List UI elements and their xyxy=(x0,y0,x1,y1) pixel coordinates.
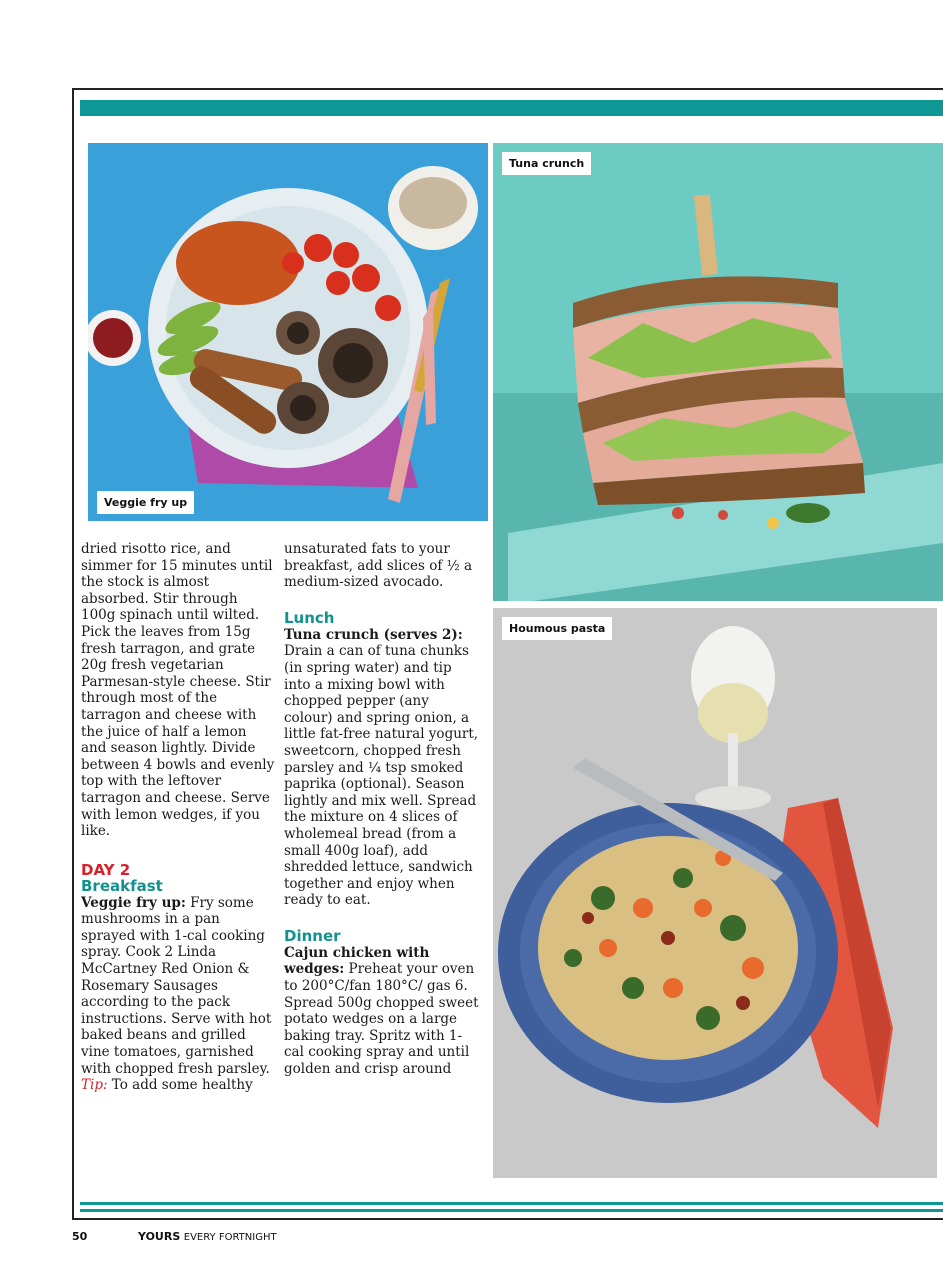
houmous-pasta-photo xyxy=(493,608,937,1178)
page-number: 50 xyxy=(72,1230,88,1243)
tuna-crunch-photo xyxy=(493,143,943,601)
dinner-recipe xyxy=(284,945,479,1078)
lunch-recipe-body: Drain a can of tuna chunks (in spring water) and tip into a mixing bowl with chopped pepper (any colour) and spring onion, a little fat-free natural yogurt, sweetcorn, chopped fresh parsley and ¼ tsp smoked paprika (optional). Season lightly and mix well. Spread the mixture on 4 slices of wholemeal bread (from a small 400g loaf), add shredded lettuce, sandwich together and enjoy when ready to eat. xyxy=(284,643,479,909)
dinner-heading: Dinner xyxy=(284,926,341,945)
houmous-pasta-illustration xyxy=(493,608,937,1178)
fry-up-illustration xyxy=(88,143,488,521)
header-bar xyxy=(80,100,943,116)
column-1-intro: dried risotto rice, and simmer for 15 minutes until the stock is almost absorbed. Stir through 100g spinach until wilted. Pick the leaves from 15g fresh tarragon, and grate 20g fresh vegetarian Parmesan-style cheese. Stir through most of the tarragon and cheese with the juice of half a lemon and season lightly. Divide between 4 bowls and evenly top with the leftover tarragon and cheese. Serve with lemon wedges, if you like. xyxy=(81,541,275,840)
breakfast-recipe xyxy=(81,895,276,1094)
footer-rule-top xyxy=(80,1202,943,1205)
caption-tuna-crunch: Tuna crunch xyxy=(502,152,591,175)
dinner-recipe-body: Preheat your oven to 200°C/fan 180°C/ gas 6. Spread 500g chopped sweet potato wedges on a large baking tray. Spritz with 1-cal cooking spray and until golden and crisp around xyxy=(284,961,479,1078)
breakfast-recipe-body: Fry some mushrooms in a pan sprayed with 1-cal cooking spray. Cook 2 Linda McCartney Red Onion & Rosemary Sausages according to the pack instructions. Serve with hot baked beans and grilled vine tomatoes, garnished with chopped fresh parsley. xyxy=(81,894,272,1077)
text-column-1 xyxy=(81,541,276,1094)
caption-veggie-fry-up: Veggie fry up xyxy=(97,491,194,514)
tuna-sandwich-illustration xyxy=(493,143,943,601)
lunch-recipe xyxy=(284,627,479,909)
veggie-fry-up-photo xyxy=(88,143,488,521)
caption-houmous-pasta: Houmous pasta xyxy=(502,617,612,640)
footer-rule-bottom xyxy=(80,1209,943,1212)
footer-masthead xyxy=(138,1230,277,1243)
dinner-recipe-title: Cajun chicken with wedges: xyxy=(284,944,430,978)
lunch-heading: Lunch xyxy=(284,608,335,627)
footer-tagline: EVERY FORTNIGHT xyxy=(183,1232,277,1243)
tip-label: Tip: xyxy=(81,1077,108,1094)
column-2-intro: unsaturated fats to your breakfast, add slices of ½ a medium-sized avocado. xyxy=(284,541,473,591)
breakfast-recipe-title: Veggie fry up: xyxy=(81,894,186,911)
breakfast-heading: Breakfast xyxy=(81,876,163,895)
day-heading: DAY 2 xyxy=(81,860,131,879)
tip-body: To add some healthy xyxy=(107,1077,253,1094)
text-column-2 xyxy=(284,541,479,1078)
lunch-recipe-title: Tuna crunch (serves 2): xyxy=(284,626,463,643)
footer-brand: YOURS xyxy=(138,1230,181,1243)
